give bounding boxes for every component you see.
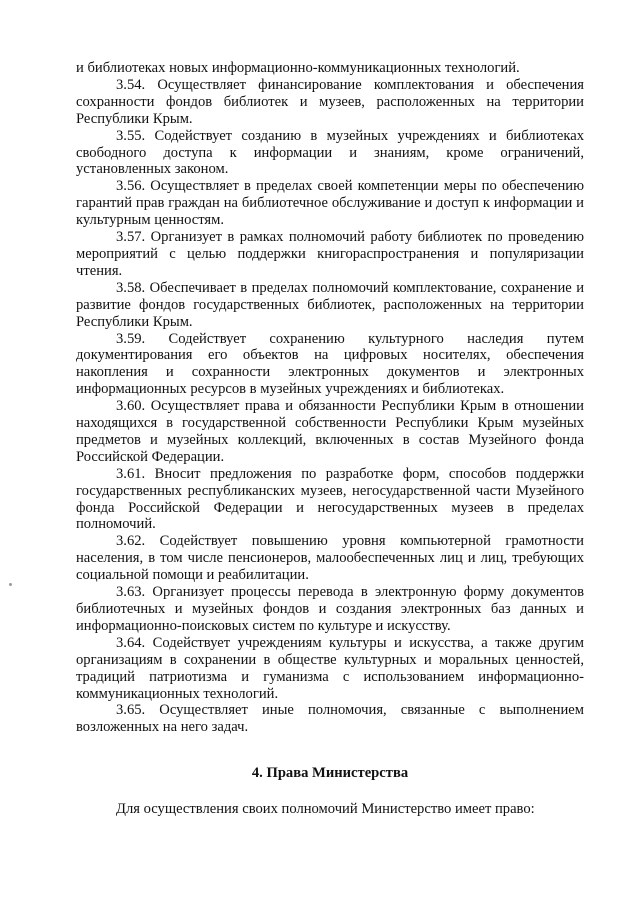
paragraph-3-64: 3.64. Содействует учреждениям культуры и искусства, а также другим организациям в сохранении в обществе культурных и моральных ценностей, традиций патриотизма и гуманизма с использованием информационно-коммуникационных технологий. bbox=[76, 634, 584, 702]
paragraph-3-59: 3.59. Содействует сохранению культурного наследия путем документирования его объектов на цифровых носителях, обеспечения накопления и сохранности электронных документов и электронных информационных ресурсов в музейных учреждениях и библиотеках. bbox=[76, 330, 584, 398]
paragraph-3-65: 3.65. Осуществляет иные полномочия, связанные с выполнением возложенных на него задач. bbox=[76, 702, 584, 736]
paragraph-continuation: и библиотеках новых информационно-коммуникационных технологий. bbox=[76, 60, 520, 76]
paragraph-3-56: 3.56. Осуществляет в пределах своей компетенции меры по обеспечению гарантий прав граждан на библиотечное обслуживание и доступ к информации и культурным ценностям. bbox=[76, 178, 584, 229]
body-text bbox=[76, 60, 584, 736]
paragraph-3-58: 3.58. Обеспечивает в пределах полномочий комплектование, сохранение и развитие фондов государственных библиотек, расположенных на территории Республики Крым. bbox=[76, 279, 584, 330]
paragraph-3-60: 3.60. Осуществляет права и обязанности Республики Крым в отношении находящихся в государственной собственности Республики Крым музейных предметов и музейных коллекций, включенных в состав Музейного фонда Российской Федерации. bbox=[76, 398, 584, 465]
paragraph-3-63: 3.63. Организует процессы перевода в электронную форму документов библиотечных и музейных фондов и создания электронных баз данных и информационно-поисковых систем по культуре и искусству. bbox=[76, 584, 584, 634]
paragraph-3-62: 3.62. Содействует повышению уровня компьютерной грамотности населения, в том числе пенсионеров, малообеспеченных лиц и лиц, требующих социальной помощи и реабилитации. bbox=[76, 533, 584, 584]
paragraph-3-61: 3.61. Вносит предложения по разработке форм, способов поддержки государственных республиканских музеев, негосударственной части Музейного фонда Российской Федерации и негосударственных музеев в пределах полномочий. bbox=[76, 465, 584, 533]
paragraph-3-54: 3.54. Осуществляет финансирование комплектования и обеспечения сохранности фондов библиотек и музеев, расположенных на территории Республики Крым. bbox=[76, 76, 584, 127]
paragraph-3-57: 3.57. Организует в рамках полномочий работу библиотек по проведению мероприятий с целью поддержки книгораспространения и популяризации чтения. bbox=[76, 229, 584, 279]
section-intro: Для осуществления своих полномочий Министерство имеет право: bbox=[116, 801, 535, 817]
section-heading: 4. Права Министерства bbox=[251, 765, 409, 781]
margin-mark bbox=[9, 583, 12, 586]
paragraph-3-55: 3.55. Содействует созданию в музейных учреждениях и библиотеках свободного доступа к информации и знаниям, кроме ограничений, установленных законом. bbox=[76, 127, 584, 178]
